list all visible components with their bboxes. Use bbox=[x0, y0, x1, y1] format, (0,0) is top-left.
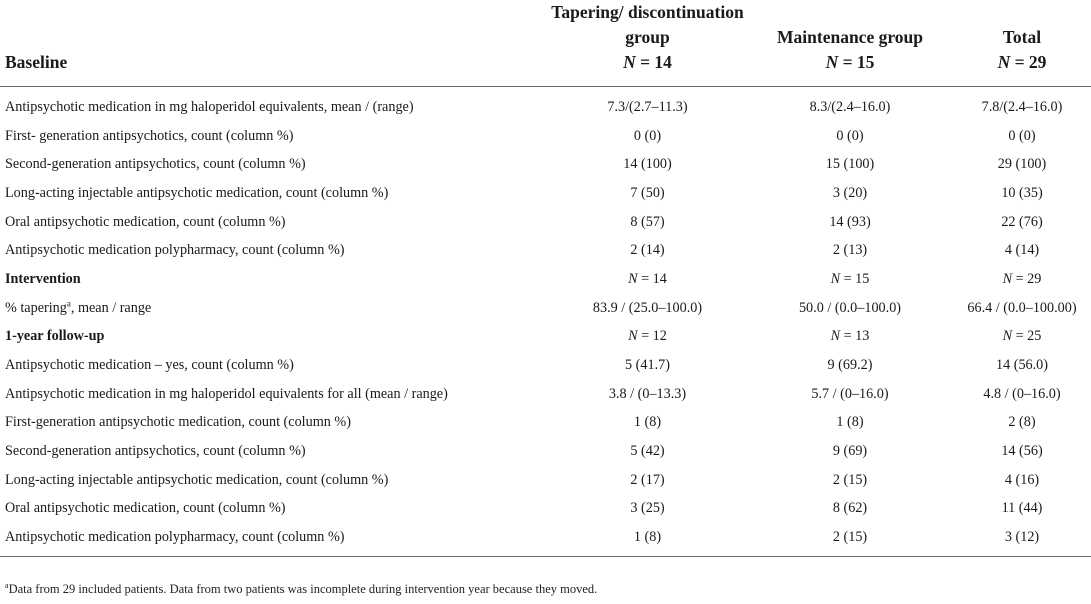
table-row bbox=[0, 294, 1091, 323]
header-tapering-title: Tapering/ discontinuation group bbox=[551, 2, 744, 47]
cell-maintenance: 3 (20) bbox=[832, 184, 868, 201]
cell-tapering: 1 (8) bbox=[633, 414, 662, 431]
cell-tapering: 0 (0) bbox=[633, 127, 662, 144]
cell-maintenance: 8 (62) bbox=[832, 500, 868, 517]
table-row bbox=[0, 409, 1091, 438]
footnote-text: Data from 29 included patients. Data from two patients was incomplete during intervention year because they moved. bbox=[8, 582, 598, 596]
cell-maintenance: 5.7 / (0–16.0) bbox=[811, 385, 889, 402]
table-row bbox=[0, 523, 1091, 556]
cell-total: 4.8 / (0–16.0) bbox=[983, 385, 1061, 402]
cell-maintenance-n bbox=[747, 323, 953, 352]
label-text: , mean / range bbox=[70, 299, 152, 316]
cell-total: 10 (35) bbox=[1001, 184, 1043, 201]
footnote-marker: a bbox=[5, 580, 9, 590]
header-total-title: Total bbox=[1002, 27, 1042, 47]
table-row bbox=[0, 87, 1091, 122]
cell-tapering: 83.9 / (25.0–100.0) bbox=[592, 299, 703, 316]
row-label: Antipsychotic medication polypharmacy, count (column %) bbox=[5, 242, 345, 259]
cell-maintenance: 14 (93) bbox=[829, 213, 871, 230]
cell-total: 4 (14) bbox=[1004, 242, 1040, 259]
cell-total: 29 (100) bbox=[997, 156, 1047, 173]
cell-total: 2 (8) bbox=[1008, 414, 1036, 431]
cell-total: 14 (56) bbox=[1001, 443, 1043, 460]
n-symbol: N bbox=[825, 52, 839, 72]
cell-tapering: 1 (8) bbox=[548, 523, 747, 556]
table-row bbox=[0, 466, 1091, 495]
header-maintenance-group bbox=[747, 0, 953, 87]
row-label: Oral antipsychotic medication, count (column %) bbox=[5, 500, 286, 517]
cell-maintenance: 8.3/(2.4–16.0) bbox=[809, 98, 891, 115]
cell-maintenance: 50.0 / (0.0–100.0) bbox=[798, 299, 902, 316]
row-label bbox=[0, 294, 548, 323]
table-row bbox=[0, 437, 1091, 466]
table-row bbox=[0, 380, 1091, 409]
header-tapering-n: = 14 bbox=[635, 52, 672, 72]
cell-maintenance: 2 (15) bbox=[832, 471, 868, 488]
cell-maintenance-n bbox=[747, 265, 953, 294]
n-symbol: N bbox=[1002, 328, 1013, 345]
table-row bbox=[0, 351, 1091, 380]
header-tapering-group bbox=[548, 0, 747, 87]
cell-total-n bbox=[953, 323, 1091, 352]
cell-tapering: 3.8 / (0–13.3) bbox=[608, 385, 687, 402]
cell-tapering: 14 (100) bbox=[623, 156, 672, 173]
row-label: First- generation antipsychotics, count (column %) bbox=[5, 127, 294, 144]
cell-total: 7.8/(2.4–16.0) bbox=[981, 98, 1063, 115]
label-text: % tapering bbox=[5, 299, 67, 316]
cell-maintenance: 0 (0) bbox=[836, 127, 864, 144]
n-symbol: N bbox=[997, 52, 1011, 72]
cell-tapering-n bbox=[548, 265, 747, 294]
section-label: 1-year follow-up bbox=[5, 328, 105, 345]
table-row bbox=[0, 236, 1091, 265]
n-value: = 13 bbox=[840, 328, 870, 345]
table-row bbox=[0, 122, 1091, 151]
table-row bbox=[0, 150, 1091, 179]
row-label: Second-generation antipsychotics, count (column %) bbox=[5, 443, 306, 460]
n-symbol: N bbox=[628, 328, 638, 345]
n-value: = 29 bbox=[1012, 270, 1042, 287]
header-baseline: Baseline bbox=[0, 0, 548, 87]
cell-total: 66.4 / (0.0–100.00) bbox=[967, 299, 1077, 316]
n-symbol: N bbox=[623, 52, 636, 72]
n-symbol: N bbox=[628, 270, 638, 287]
cell-maintenance: 1 (8) bbox=[836, 414, 864, 431]
n-symbol: N bbox=[1002, 270, 1013, 287]
cell-maintenance: 2 (13) bbox=[832, 242, 868, 259]
cell-total: 3 (12) bbox=[953, 523, 1091, 556]
n-symbol: N bbox=[830, 328, 841, 345]
footnote-marker: a bbox=[66, 297, 71, 308]
cell-total: 4 (16) bbox=[1004, 471, 1040, 488]
cell-maintenance: 9 (69) bbox=[832, 443, 868, 460]
n-value: = 25 bbox=[1012, 328, 1042, 345]
row-label: Antipsychotic medication polypharmacy, count (column %) bbox=[0, 523, 548, 556]
cell-total: 14 (56.0) bbox=[995, 357, 1048, 374]
table-footnote bbox=[5, 582, 597, 597]
cell-tapering: 5 (42) bbox=[630, 443, 665, 460]
cell-total: 11 (44) bbox=[1001, 500, 1043, 517]
table-row bbox=[0, 495, 1091, 524]
table-row bbox=[0, 179, 1091, 208]
header-row bbox=[0, 0, 1091, 87]
section-row-followup bbox=[0, 323, 1091, 352]
n-value: = 14 bbox=[637, 270, 667, 287]
cell-tapering-n bbox=[548, 323, 747, 352]
header-maintenance-title: Maintenance group bbox=[777, 27, 923, 47]
header-total-n: = 29 bbox=[1010, 52, 1047, 72]
row-label: Antipsychotic medication – yes, count (column %) bbox=[5, 357, 294, 374]
n-symbol: N bbox=[830, 270, 841, 287]
n-value: = 12 bbox=[637, 328, 667, 345]
table-row bbox=[0, 208, 1091, 237]
cell-tapering: 8 (57) bbox=[630, 213, 665, 230]
cell-tapering: 2 (17) bbox=[630, 471, 665, 488]
row-label: Antipsychotic medication in mg haloperidol equivalents for all (mean / range) bbox=[5, 385, 448, 402]
section-label: Intervention bbox=[5, 270, 81, 287]
row-label: Antipsychotic medication in mg haloperidol equivalents, mean / (range) bbox=[5, 98, 414, 115]
row-label: First-generation antipsychotic medication, count (column %) bbox=[5, 414, 351, 431]
section-row-intervention bbox=[0, 265, 1091, 294]
cell-total: 0 (0) bbox=[1008, 127, 1036, 144]
header-total bbox=[953, 0, 1091, 87]
row-label: Long-acting injectable antipsychotic medication, count (column %) bbox=[5, 471, 389, 488]
row-label: Second-generation antipsychotics, count (column %) bbox=[5, 156, 306, 173]
cell-tapering: 2 (14) bbox=[630, 242, 665, 259]
header-maintenance-n: = 15 bbox=[838, 52, 875, 72]
n-value: = 15 bbox=[840, 270, 870, 287]
cell-total-n bbox=[953, 265, 1091, 294]
cell-maintenance: 2 (15) bbox=[747, 523, 953, 556]
cell-tapering: 7.3/(2.7–11.3) bbox=[607, 98, 688, 115]
cell-tapering: 7 (50) bbox=[630, 184, 665, 201]
cell-tapering: 3 (25) bbox=[630, 500, 665, 517]
cell-maintenance: 15 (100) bbox=[825, 156, 875, 173]
cell-maintenance: 9 (69.2) bbox=[827, 357, 873, 374]
row-label: Oral antipsychotic medication, count (column %) bbox=[5, 213, 286, 230]
cell-tapering: 5 (41.7) bbox=[625, 357, 670, 374]
row-label: Long-acting injectable antipsychotic medication, count (column %) bbox=[5, 184, 389, 201]
cell-total: 22 (76) bbox=[1001, 213, 1043, 230]
